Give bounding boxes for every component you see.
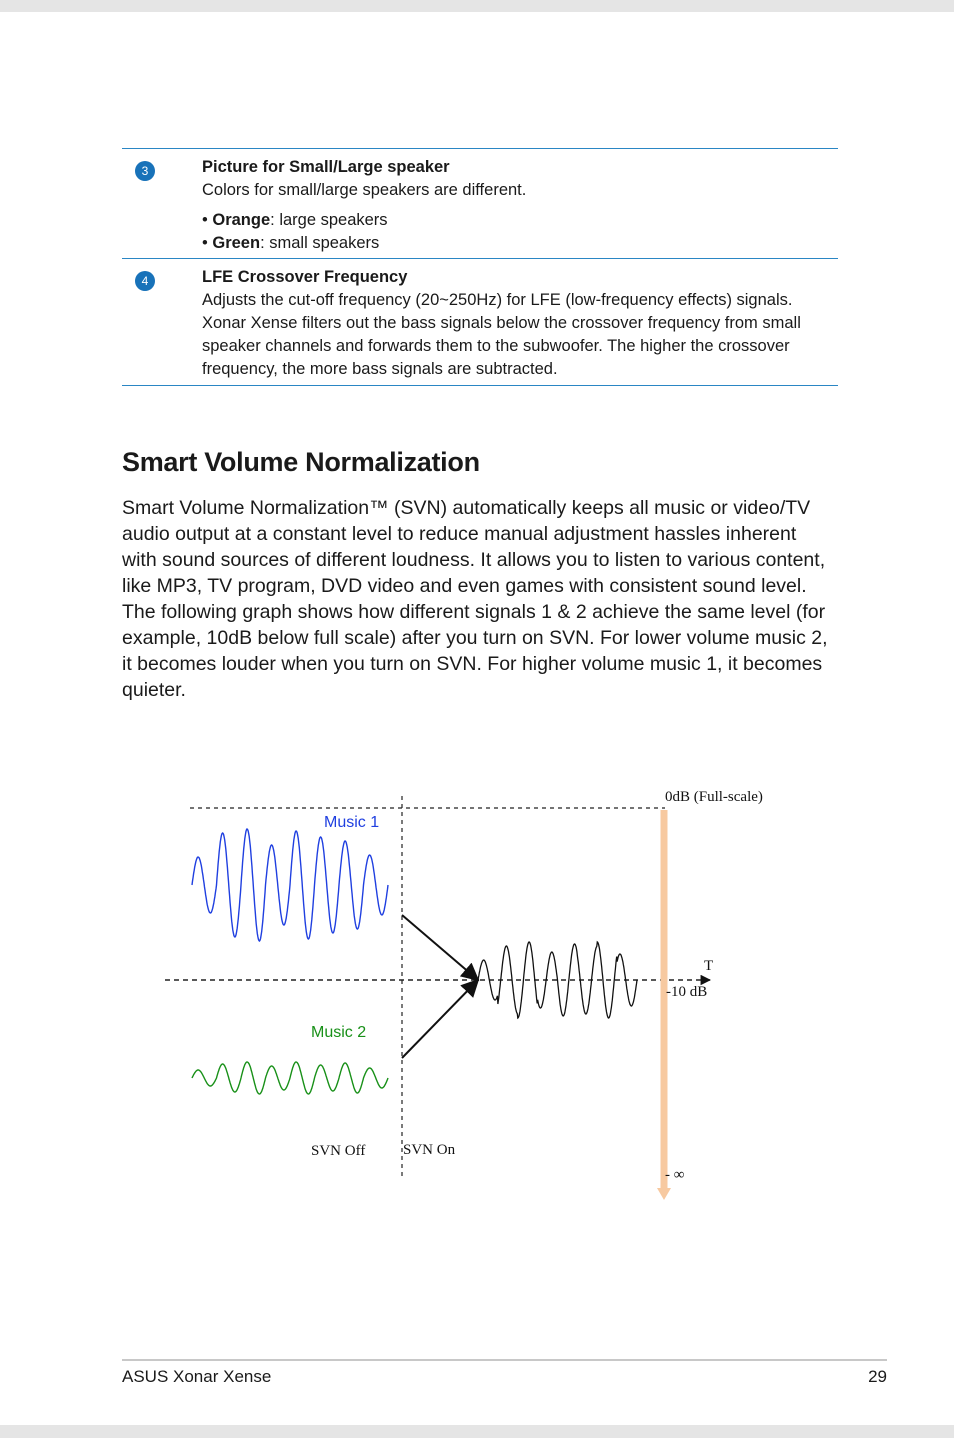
time-label: T [704, 958, 714, 974]
table-row [122, 258, 838, 386]
row-content [202, 156, 838, 255]
footer-product: ASUS Xonar Xense [122, 1367, 272, 1386]
footer-rule [122, 1359, 887, 1361]
level-arrow-head [657, 1188, 671, 1200]
number-badge: 4 [135, 271, 155, 291]
feature-table [122, 148, 838, 386]
row-title: Picture for Small/Large speaker [202, 158, 450, 176]
svn-on-label: SVN On [403, 1142, 456, 1158]
svn-off-label: SVN Off [311, 1143, 366, 1159]
bullet-item: • Green: small speakers [202, 234, 380, 252]
full-scale-label: 0dB (Full-scale) [665, 789, 763, 805]
music1-arrow [402, 915, 478, 980]
music2-label: Music 2 [311, 1024, 367, 1041]
bullet-item: • Orange: large speakers [202, 211, 388, 229]
top-band [0, 0, 954, 12]
row-description: Adjusts the cut-off frequency (20~250Hz) for LFE (low-frequency effects) signals. Xonar Xense filters out the bass signals below the crossover frequency from small speaker channels and forwards them to the subwoofer. The higher the crossover frequency, the more bass signals are subtracted. [202, 291, 801, 378]
section-body: Smart Volume Normalization™ (SVN) automatically keeps all music or video/TV audio output at a constant level to reduce manual adjustment hassles inherent with sound sources of different loudness. It allows you to listen to various content, like MP3, TV program, DVD video and even games with consistent sound level. The following graph shows how different signals 1 & 2 achieve the same level (for example, 10dB below full scale) after you turn on SVN. For lower volume music 2, it becomes louder when you turn on SVN. For higher volume music 1, it becomes quieter. [122, 497, 828, 701]
bottom-band [0, 1425, 954, 1438]
svn-diagram [150, 770, 810, 1220]
row-description: Colors for small/large speakers are different. [202, 181, 527, 199]
page-number: 29 [868, 1367, 887, 1386]
table-row [122, 148, 838, 258]
row-title: LFE Crossover Frequency [202, 268, 408, 286]
infinity-label: - ∞ [665, 1167, 685, 1183]
music1-wave [192, 829, 388, 941]
number-badge: 3 [135, 161, 155, 181]
music2-arrow [402, 980, 478, 1058]
row-content [202, 266, 838, 381]
minus-10db-label: -10 dB [666, 984, 708, 1000]
section-title: Smart Volume Normalization [122, 447, 480, 477]
svn-diagram-svg [150, 770, 810, 1220]
music2-wave [192, 1062, 388, 1094]
music1-label: Music 1 [324, 814, 380, 831]
